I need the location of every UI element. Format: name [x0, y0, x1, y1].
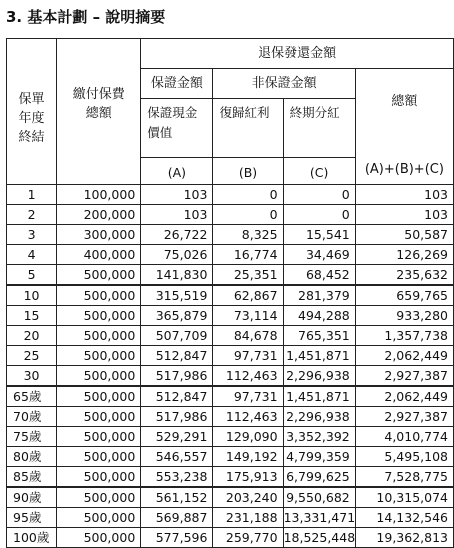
table-row	[7, 285, 454, 306]
table-row	[7, 386, 454, 407]
cell-terminal-dividend: 494,288	[283, 306, 355, 326]
cell-cash-value: 512,847	[141, 346, 213, 366]
cell-cash-value: 569,887	[141, 508, 213, 528]
cell-terminal-dividend: 34,469	[283, 245, 355, 265]
cell-reversionary-bonus: 0	[213, 205, 283, 225]
cell-cash-value: 365,879	[141, 306, 213, 326]
header-year-end	[7, 39, 57, 185]
cell-terminal-dividend: 3,352,392	[283, 427, 355, 447]
table-row	[7, 366, 454, 387]
cell-total: 2,927,387	[355, 366, 453, 387]
cell-year: 75歲	[7, 427, 57, 447]
cell-year: 3	[7, 225, 57, 245]
cell-premium: 500,000	[57, 366, 141, 387]
header-total-text: 總額	[391, 93, 418, 109]
cell-cash-value: 507,709	[141, 326, 213, 346]
header-non-guaranteed: 非保證金額	[213, 69, 355, 99]
cell-total: 7,528,775	[355, 467, 453, 488]
header-total	[355, 69, 453, 185]
header-cash-value-text: 保證現金 價值	[147, 105, 198, 140]
header-surrender: 退保發還金額	[141, 39, 454, 69]
cell-terminal-dividend: 18,525,448	[283, 528, 355, 548]
cell-year: 10	[7, 285, 57, 306]
cell-total: 5,495,108	[355, 447, 453, 467]
table-row	[7, 265, 454, 286]
cell-year: 85歲	[7, 467, 57, 488]
cell-reversionary-bonus: 149,192	[213, 447, 283, 467]
cell-total: 19,362,813	[355, 528, 453, 548]
table-row	[7, 326, 454, 346]
cell-terminal-dividend: 15,541	[283, 225, 355, 245]
cell-year: 15	[7, 306, 57, 326]
cell-cash-value: 561,152	[141, 487, 213, 508]
cell-premium: 500,000	[57, 508, 141, 528]
table-row	[7, 185, 454, 205]
cell-total: 4,010,774	[355, 427, 453, 447]
cell-premium: 500,000	[57, 407, 141, 427]
cell-cash-value: 577,596	[141, 528, 213, 548]
table-row	[7, 467, 454, 488]
cell-reversionary-bonus: 25,351	[213, 265, 283, 286]
header-year-end-text: 保單 年度 終結	[18, 92, 45, 145]
cell-terminal-dividend: 6,799,625	[283, 467, 355, 488]
cell-reversionary-bonus: 112,463	[213, 407, 283, 427]
cell-reversionary-bonus: 129,090	[213, 427, 283, 447]
header-label-c: (C)	[283, 158, 355, 185]
cell-total: 235,632	[355, 265, 453, 286]
table-row	[7, 205, 454, 225]
cell-reversionary-bonus: 231,188	[213, 508, 283, 528]
cell-reversionary-bonus: 62,867	[213, 285, 283, 306]
cell-total: 103	[355, 205, 453, 225]
table-row	[7, 528, 454, 548]
cell-terminal-dividend: 9,550,682	[283, 487, 355, 508]
cell-year: 90歲	[7, 487, 57, 508]
cell-premium: 500,000	[57, 487, 141, 508]
cell-premium: 200,000	[57, 205, 141, 225]
cell-premium: 500,000	[57, 447, 141, 467]
cell-year: 100歲	[7, 528, 57, 548]
cell-total: 1,357,738	[355, 326, 453, 346]
header-terminal: 終期分紅	[283, 99, 355, 158]
cell-reversionary-bonus: 259,770	[213, 528, 283, 548]
table-row	[7, 225, 454, 245]
cell-terminal-dividend: 0	[283, 205, 355, 225]
cell-total: 10,315,074	[355, 487, 453, 508]
cell-reversionary-bonus: 97,731	[213, 386, 283, 407]
cell-year: 2	[7, 205, 57, 225]
cell-total: 50,587	[355, 225, 453, 245]
cell-terminal-dividend: 1,451,871	[283, 346, 355, 366]
cell-reversionary-bonus: 8,325	[213, 225, 283, 245]
cell-terminal-dividend: 13,331,471	[283, 508, 355, 528]
cell-reversionary-bonus: 16,774	[213, 245, 283, 265]
cell-cash-value: 553,238	[141, 467, 213, 488]
cell-total: 14,132,546	[355, 508, 453, 528]
cell-year: 4	[7, 245, 57, 265]
cell-terminal-dividend: 0	[283, 185, 355, 205]
cell-cash-value: 26,722	[141, 225, 213, 245]
cell-year: 95歲	[7, 508, 57, 528]
header-label-a: (A)	[141, 158, 213, 185]
cell-cash-value: 529,291	[141, 427, 213, 447]
table-row	[7, 427, 454, 447]
cell-year: 20	[7, 326, 57, 346]
cell-reversionary-bonus: 112,463	[213, 366, 283, 387]
cell-year: 5	[7, 265, 57, 286]
header-guaranteed: 保證金額	[141, 69, 213, 99]
page-title: 3. 基本計劃 – 說明摘要	[6, 8, 166, 26]
cell-reversionary-bonus: 97,731	[213, 346, 283, 366]
cell-premium: 500,000	[57, 306, 141, 326]
cell-cash-value: 103	[141, 205, 213, 225]
cell-year: 70歲	[7, 407, 57, 427]
cell-premium: 400,000	[57, 245, 141, 265]
cell-total: 126,269	[355, 245, 453, 265]
cell-terminal-dividend: 281,379	[283, 285, 355, 306]
cell-reversionary-bonus: 84,678	[213, 326, 283, 346]
cell-premium: 100,000	[57, 185, 141, 205]
cell-reversionary-bonus: 203,240	[213, 487, 283, 508]
cell-cash-value: 517,986	[141, 407, 213, 427]
cell-terminal-dividend: 765,351	[283, 326, 355, 346]
cell-total: 2,062,449	[355, 346, 453, 366]
cell-year: 65歲	[7, 386, 57, 407]
cell-cash-value: 517,986	[141, 366, 213, 387]
header-reversionary: 復歸紅利	[213, 99, 283, 158]
header-label-b: (B)	[213, 158, 283, 185]
cell-cash-value: 512,847	[141, 386, 213, 407]
table-row	[7, 245, 454, 265]
cell-premium: 500,000	[57, 528, 141, 548]
cell-total: 103	[355, 185, 453, 205]
cell-premium: 500,000	[57, 467, 141, 488]
table-row	[7, 306, 454, 326]
header-premium	[57, 39, 141, 185]
header-premium-text: 繳付保費 總額	[72, 87, 125, 121]
cell-cash-value: 75,026	[141, 245, 213, 265]
cell-premium: 500,000	[57, 265, 141, 286]
table-row	[7, 346, 454, 366]
table-body	[7, 185, 454, 548]
cell-total: 933,280	[355, 306, 453, 326]
benefit-illustration-table	[6, 38, 454, 548]
cell-premium: 500,000	[57, 346, 141, 366]
cell-reversionary-bonus: 73,114	[213, 306, 283, 326]
cell-premium: 500,000	[57, 427, 141, 447]
cell-terminal-dividend: 4,799,359	[283, 447, 355, 467]
cell-reversionary-bonus: 0	[213, 185, 283, 205]
table-row	[7, 407, 454, 427]
cell-year: 1	[7, 185, 57, 205]
cell-year: 30	[7, 366, 57, 387]
cell-cash-value: 315,519	[141, 285, 213, 306]
table-row	[7, 447, 454, 467]
cell-premium: 500,000	[57, 326, 141, 346]
cell-reversionary-bonus: 175,913	[213, 467, 283, 488]
cell-cash-value: 103	[141, 185, 213, 205]
cell-cash-value: 141,830	[141, 265, 213, 286]
cell-cash-value: 546,557	[141, 447, 213, 467]
cell-total: 2,927,387	[355, 407, 453, 427]
cell-premium: 500,000	[57, 285, 141, 306]
cell-terminal-dividend: 2,296,938	[283, 407, 355, 427]
header-cash-value	[141, 99, 213, 158]
cell-year: 80歲	[7, 447, 57, 467]
cell-total: 2,062,449	[355, 386, 453, 407]
table-row	[7, 487, 454, 508]
cell-terminal-dividend: 2,296,938	[283, 366, 355, 387]
table-row	[7, 508, 454, 528]
cell-terminal-dividend: 1,451,871	[283, 386, 355, 407]
cell-premium: 500,000	[57, 386, 141, 407]
cell-total: 659,765	[355, 285, 453, 306]
header-total-label: (A)+(B)+(C)	[364, 161, 444, 177]
cell-premium: 300,000	[57, 225, 141, 245]
cell-year: 25	[7, 346, 57, 366]
cell-terminal-dividend: 68,452	[283, 265, 355, 286]
